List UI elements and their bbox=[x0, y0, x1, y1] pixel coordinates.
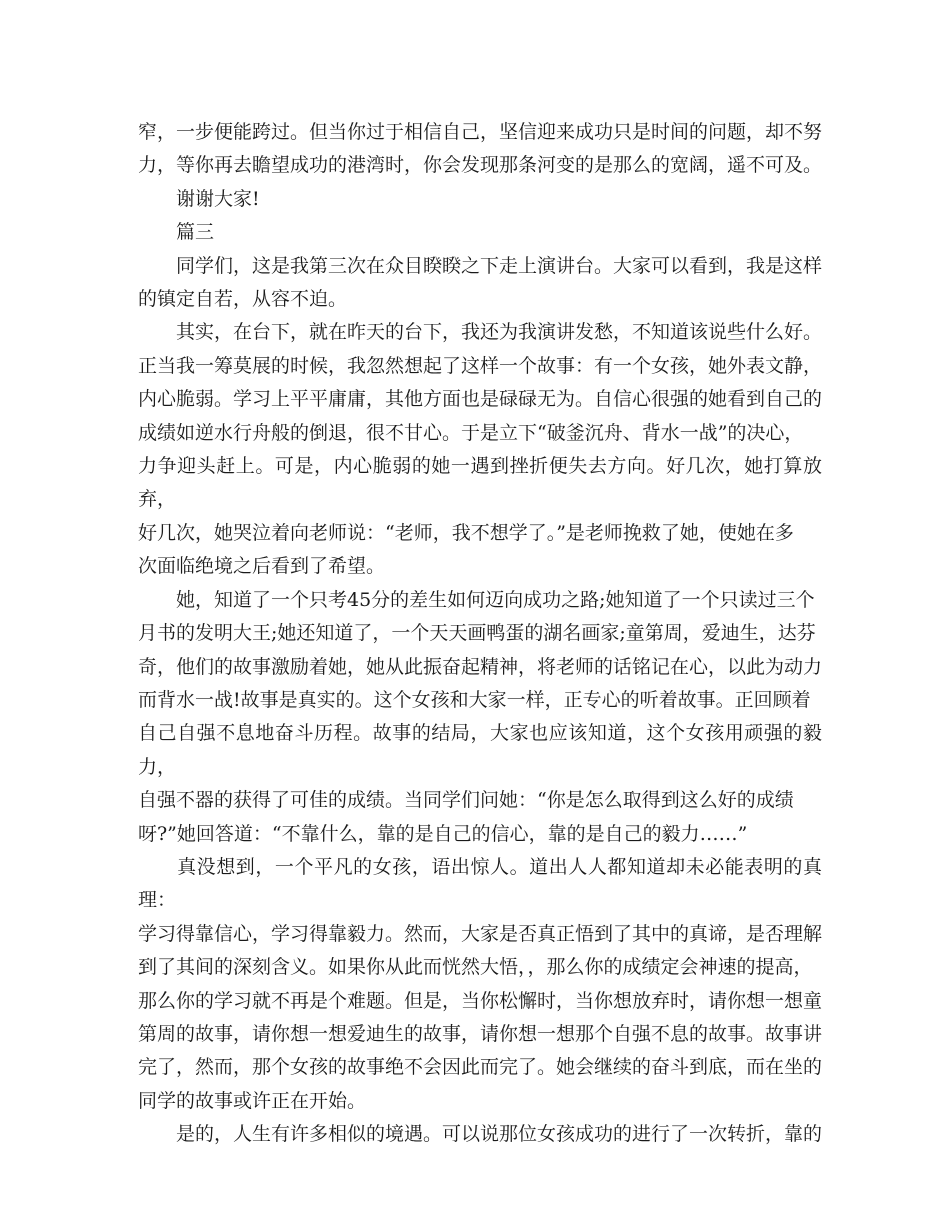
paragraph-closing: 是的，人生有许多相似的境遇。可以说那位女孩成功的进行了一次转折，靠的 bbox=[138, 1123, 823, 1146]
paragraph-continuation: 窄，一步便能跨过。但当你过于相信自己，坚信迎来成功只是时间的问题，却不努 力，等你再去瞻望成功的港湾时，你会发现那条河变的是那么的宽阔，遥不可及。 bbox=[138, 121, 823, 177]
document-body bbox=[138, 116, 822, 1152]
paragraph-thanks: 谢谢大家! bbox=[138, 187, 260, 210]
paragraph-examples: 她，知道了一个只考45分的差生如何迈向成功之路;她知道了一个只读过三个 月书的发明大王;她还知道了，一个天天画鸭蛋的湖名画家;童第周，爱迪生，达芬 奇，他们的故事激励着她，她从此振奋起精神，将老师的话铭记在心，以此为动力 而背水一战!故事是真实的。这个女孩和大家一样，正专心的听着故事。正回顾着 自己自强不息地奋斗历程。故事的结局，大家也应该知道，这个女孩用顽强的毅力， 自强不器的获得了可佳的成绩。当同学们问她：“你是怎么取得到这么好的成绩 呀?”她回答道：“不靠什么，靠的是自己的信心，靠的是自己的毅力……” bbox=[138, 588, 823, 845]
section-heading: 篇三 bbox=[138, 221, 215, 244]
paragraph-story: 其实，在台下，就在昨天的台下，我还为我演讲发愁，不知道该说些什么好。 正当我一筹莫展的时候，我忽然想起了这样一个故事：有一个女孩，她外表文静， 内心脆弱。学习上平平庸庸，其他方面也是碌碌无为。自信心很强的她看到自己的 成绩如逆水行舟般的倒退，很不甘心。于是立下“破釜沉舟、背水一战”的决心， 力争迎头赶上。可是，内心脆弱的她一遇到挫折便失去方向。好几次，她打算放弃， 好几次，她哭泣着向老师说：“老师，我不想学了。”是老师挽救了她，使她在多 次面临绝境之后看到了希望。 bbox=[138, 321, 823, 578]
paragraph-reflection: 真没想到，一个平凡的女孩，语出惊人。道出人人都知道却未必能表明的真理： 学习得靠信心，学习得靠毅力。然而，大家是否真正悟到了其中的真谛，是否理解 到了其间的深刻含义。如果你从此而恍然大悟，，那么你的成绩定会神速的提高， 那么你的学习就不再是个难题。但是，当你松懈时，当你想放弃时，请你想一想童 第周的故事，请你想一想爱迪生的故事，请你想一想那个自强不息的故事。故事讲 完了，然而，那个女孩的故事绝不会因此而完了。她会继续的奋斗到底，而在坐的 同学的故事或许正在开始。 bbox=[138, 855, 823, 1112]
paragraph-opening: 同学们，这是我第三次在众目睽睽之下走上演讲台。大家可以看到，我是这样 的镇定自若，从容不迫。 bbox=[138, 254, 823, 311]
